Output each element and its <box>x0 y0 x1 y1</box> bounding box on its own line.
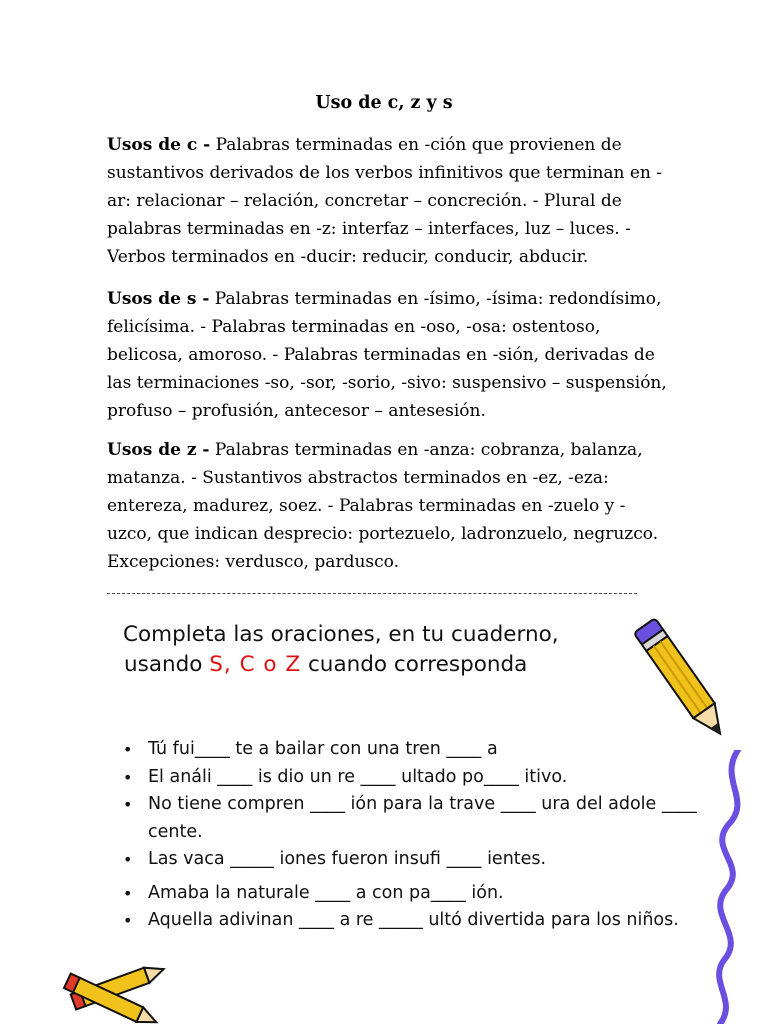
bullet: • <box>123 850 133 869</box>
section-c-heading: Usos de c - <box>107 135 211 155</box>
heading-letters-scz: S, C o Z <box>209 652 302 677</box>
list-item <box>121 791 721 846</box>
section-s <box>107 285 667 425</box>
exercise-text: Las vaca _____ iones fueron insufi ____ ientes. <box>148 849 547 869</box>
section-s-heading: Usos de s - <box>107 289 210 309</box>
bullet: • <box>123 740 133 759</box>
list-item <box>121 907 721 935</box>
exercise-text: Amaba la naturale ____ a con pa____ ión. <box>148 882 504 903</box>
section-z-body: Palabras terminadas en -anza: cobranza, balanza, matanza. - Sustantivos abstractos terminados en -ez, -eza: entereza, madurez, soez. - Palabras terminadas en -zuelo y -uzco, que indican desprecio: portezuelo, ladronzuelo, negruzco. Excepciones: verdusco, pardusco. <box>107 440 659 572</box>
section-c-body: Palabras terminadas en -ción que provienen de sustantivos derivados de los verbos infinitivos que terminan en -ar: relacionar – relación, concretar – concreción. - Plural de palabras terminadas en -z: interfaz – interfaces, luz – luces. - Verbos terminados en -ducir: reducir, conducir, abducir. <box>107 135 663 267</box>
bullet: • <box>123 911 133 930</box>
worksheet-image <box>0 600 768 1024</box>
list-item <box>121 846 721 874</box>
dashed-divider <box>107 593 637 594</box>
exercise-text: Aquella adivinan ____ a re _____ ultó divertida para los niños. <box>148 910 679 930</box>
pencils-icon <box>58 956 178 1024</box>
section-s-body: Palabras terminadas en -ísimo, -ísima: redondísimo, felicísima. - Palabras terminadas en -oso, -osa: ostentoso, belicosa, amoroso. - Palabras terminadas en -sión, derivadas de las terminaciones -so, -sor, -sorio, -sivo: suspensivo – suspensión, profuso – profusión, antecesor – antesesión. <box>107 289 667 421</box>
section-z-heading: Usos de z - <box>107 440 210 460</box>
list-item <box>121 880 721 908</box>
section-c <box>107 131 667 271</box>
heading-line2-pre: usando <box>124 652 210 677</box>
exercise-text: No tiene compren ____ ión para la trave ____ ura del adole ____ cente. <box>148 794 697 842</box>
worksheet-heading-line1: Completa las oraciones, en tu cuaderno, <box>123 622 559 647</box>
worksheet-heading-line2 <box>124 650 559 680</box>
bullet: • <box>123 767 133 787</box>
bullet: • <box>123 795 133 814</box>
exercise-text: Tú fui____ te a bailar con una tren ____ a <box>148 739 498 759</box>
section-z <box>107 436 667 576</box>
pencil-icon <box>632 606 732 756</box>
bullet: • <box>123 883 133 903</box>
list-item <box>121 736 721 764</box>
worksheet-heading <box>123 620 559 680</box>
list-item <box>121 764 721 792</box>
exercise-text: El análi ____ is dio un re ____ ultado po____ itivo. <box>148 766 568 787</box>
heading-line2-post: cuando corresponda <box>301 652 528 677</box>
squiggle-icon <box>698 750 758 1024</box>
page-title: Uso de c, z y s <box>315 93 453 113</box>
exercise-list <box>121 736 721 935</box>
